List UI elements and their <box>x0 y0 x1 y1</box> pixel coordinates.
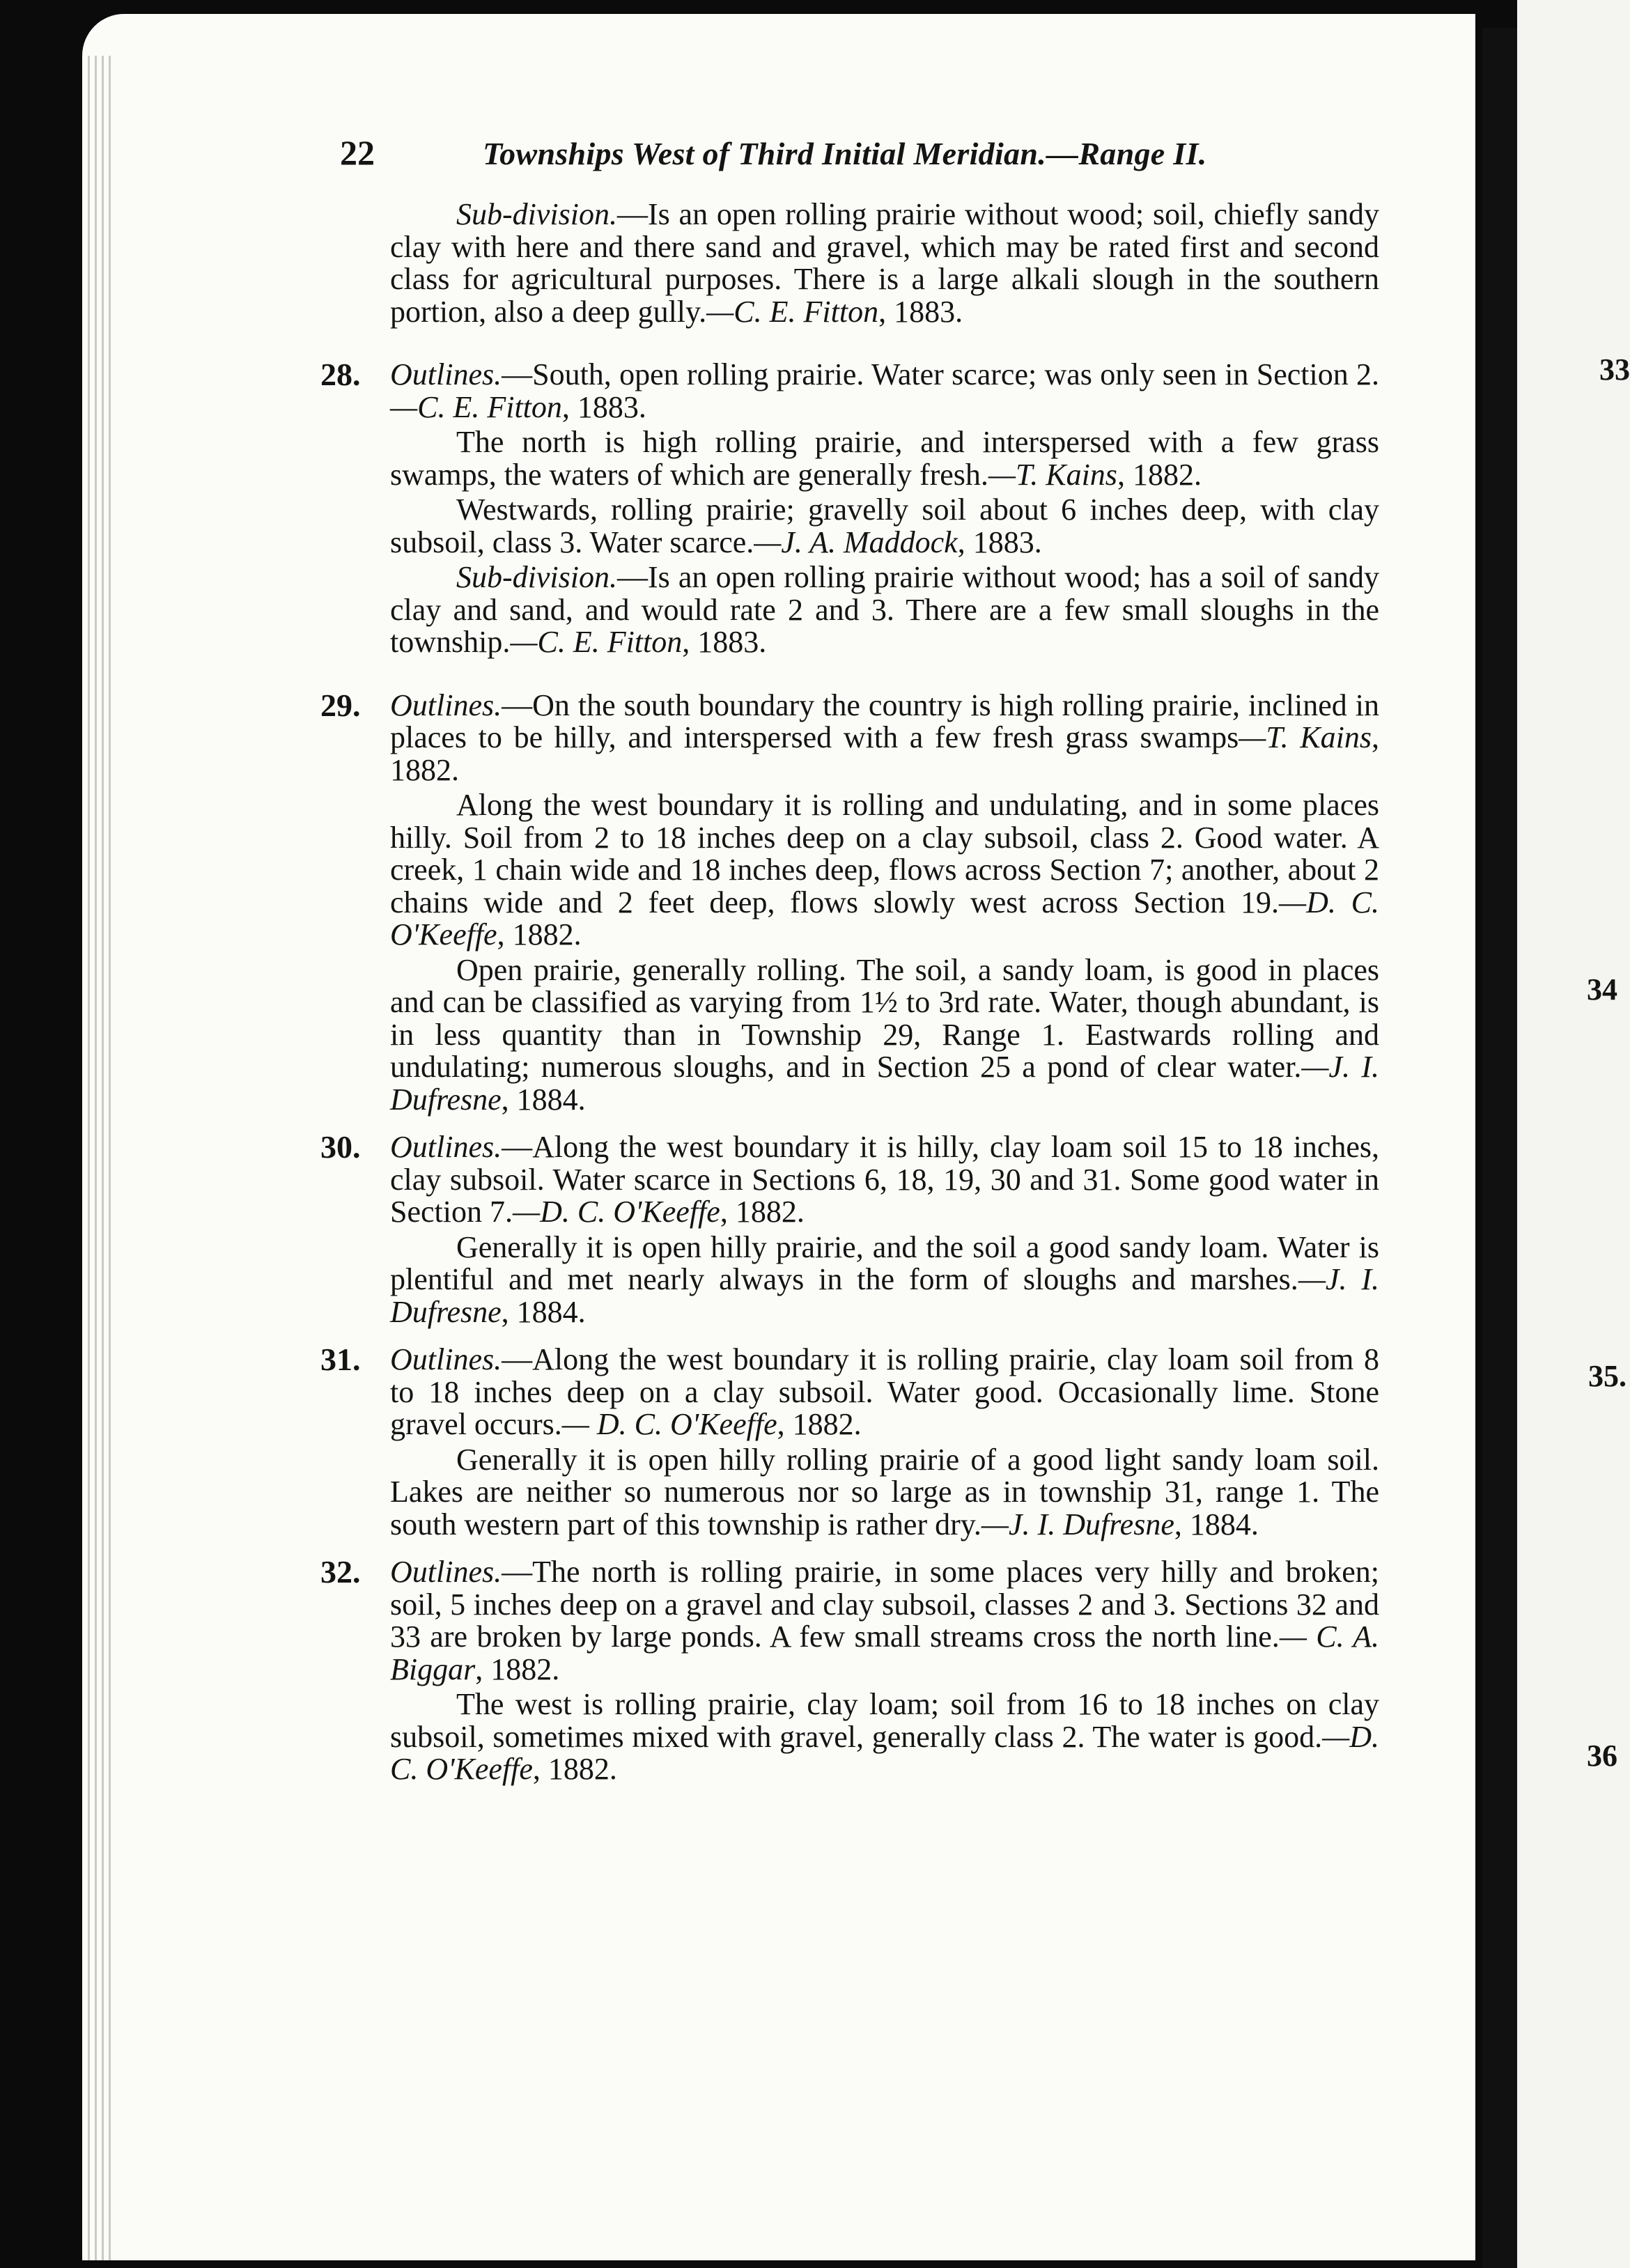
page-edge <box>109 56 111 2260</box>
para-author: —C. E. Fitton <box>706 294 879 329</box>
entry-paragraph <box>390 494 1379 559</box>
para-author: —T. Kains <box>988 457 1117 492</box>
page-edge <box>102 56 104 2260</box>
entry-paragraph <box>390 1688 1379 1786</box>
entry-paragraph <box>390 1444 1379 1541</box>
para-year: , 1884. <box>501 1294 586 1329</box>
para-author: —J. I. Dufresne <box>390 1050 1379 1117</box>
township-number: 30. <box>320 1129 361 1165</box>
para-year: , 1882. <box>1117 457 1202 492</box>
entry-paragraph <box>390 690 1379 787</box>
para-author: —D. C. O'Keeffe <box>390 1719 1379 1786</box>
margin-number: 35. <box>1588 1359 1627 1393</box>
para-year: , 1882. <box>720 1195 805 1229</box>
para-text: —On the south boundary the country is high rolling prairie, inclined in places to be hilly, and interspersed with a few fresh grass swamps <box>390 688 1379 754</box>
para-author: —J. A. Maddock <box>754 525 958 559</box>
township-entry-31 <box>320 1342 1379 1541</box>
township-entry-32 <box>320 1554 1379 1786</box>
para-author: —D. C. O'Keeffe <box>512 1195 720 1229</box>
township-number: 29. <box>320 687 361 723</box>
para-text: The west is rolling prairie, clay loam; soil from 16 to 18 inches on clay subsoil, sometimes mixed with gravel, generally class 2. The water is good. <box>390 1687 1379 1754</box>
para-text: —Is an open rolling prairie without wood; has a soil of sandy clay and sand, and would rate 2 and 3. There are a few small sloughs in the township. <box>390 560 1379 659</box>
running-title-text: Townships West of Third Initial Meridian. <box>483 136 1047 171</box>
township-entry-28 <box>320 357 1379 659</box>
entry-paragraph <box>390 426 1379 491</box>
binding-gutter <box>1482 28 1517 2268</box>
entry-paragraph <box>390 789 1379 952</box>
township-number: 32. <box>320 1554 361 1590</box>
para-text: —The north is rolling prairie, in some places very hilly and broken; soil, 5 inches deep on a gravel and clay subsoil, classes 2 and 3. Sections 32 and 33 are broken by large ponds. A few small streams cross the north line. <box>390 1555 1379 1654</box>
para-label: Outlines. <box>390 688 502 722</box>
para-label: Outlines. <box>390 1130 502 1164</box>
running-head <box>340 132 1294 181</box>
adjacent-page-sliver <box>1517 0 1630 2268</box>
para-author: —C. E. Fitton <box>390 389 562 424</box>
para-year: , 1884. <box>1174 1507 1259 1541</box>
para-author: —C. E. Fitton <box>510 625 683 659</box>
para-author: —J. I. Dufresne <box>981 1507 1174 1541</box>
para-author: — C. A. Biggar <box>390 1620 1379 1686</box>
para-label: Outlines. <box>390 1555 502 1589</box>
township-number: 31. <box>320 1342 361 1377</box>
entry-paragraph <box>390 1556 1379 1686</box>
entry-paragraph <box>390 1344 1379 1441</box>
para-year: , 1883. <box>561 389 646 424</box>
running-title-range: —Range II. <box>1046 136 1207 171</box>
township-entry-29 <box>320 687 1379 1117</box>
para-year: , 1883. <box>878 294 963 329</box>
para-year: , 1884. <box>501 1082 586 1117</box>
intro-paragraph <box>390 199 1379 328</box>
township-entry-30 <box>320 1129 1380 1329</box>
para-text: —Is an open rolling prairie without wood; soil, chiefly sandy clay with here and there sand and gravel, which may be rated first and second class for agricultural purposes. There is a large alkali slough in the southern portion, also a deep gully. <box>390 197 1379 329</box>
para-text: —South, open rolling prairie. Water scarce; was only seen in Section 2. <box>502 357 1379 391</box>
para-author: —T. Kains <box>1239 720 1372 754</box>
para-text: Westwards, rolling prairie; gravelly soil about 6 inches deep, with clay subsoil, class 3. Water scarce. <box>390 492 1379 559</box>
page-edge <box>88 56 90 2260</box>
page-number: 22 <box>340 133 375 172</box>
margin-number: 36 <box>1587 1739 1617 1773</box>
para-text: Open prairie, generally rolling. The soil, a sandy loam, is good in places and can be classified as varying from 1½ to 3rd rate. Water, though abundant, is in less quantity than in Township 29, Range 1. Eastwards rolling and undulating; numerous sloughs, and in Section 25 a pond of clear water. <box>390 952 1379 1084</box>
para-year: , 1882. <box>475 1652 560 1686</box>
para-text: Generally it is open hilly prairie, and the soil a good sandy loam. Water is plentiful and met nearly always in the form of sloughs and marshes. <box>390 1229 1379 1296</box>
entry-paragraph <box>390 359 1379 424</box>
para-year: , 1882. <box>532 1752 617 1786</box>
para-label: Sub-division. <box>456 560 617 594</box>
para-year: , 1882. <box>390 720 1379 787</box>
para-label: Outlines. <box>390 1342 502 1376</box>
para-text: The north is high rolling prairie, and interspersed with a few grass swamps, the waters of which are generally fresh. <box>390 425 1379 492</box>
margin-number: 33 <box>1599 352 1630 387</box>
para-year: , 1883. <box>682 625 767 659</box>
margin-number: 34 <box>1587 972 1617 1007</box>
para-year: , 1882. <box>777 1407 862 1441</box>
para-author: — D. C. O'Keeffe <box>561 1407 777 1441</box>
entry-paragraph <box>390 1131 1379 1229</box>
page-body <box>320 197 1380 1789</box>
para-text: —Along the west boundary it is hilly, clay loam soil 15 to 18 inches, clay subsoil. Water scarce in Sections 6, 18, 19, 30 and 31. Some good water in Section 7. <box>390 1130 1379 1229</box>
entry-paragraph <box>390 1229 1380 1329</box>
para-author: —D. C. O'Keeffe <box>390 885 1379 952</box>
para-text: Along the west boundary it is rolling and undulating, and in some places hilly. Soil from 2 to 18 inches deep on a clay subsoil, class 2. Good water. A creek, 1 chain wide and 18 inches deep, flows across Section 7; another, about 2 chains wide and 2 feet deep, flows slowly west across Section 19. <box>390 788 1379 919</box>
para-text: —Along the west boundary it is rolling prairie, clay loam soil from 8 to 18 inches deep on a clay subsoil. Water good. Occasionally lime. Stone gravel occurs. <box>390 1342 1379 1441</box>
para-author: —J. I. Dufresne <box>390 1262 1380 1329</box>
para-label: Sub-division. <box>456 197 617 231</box>
entry-paragraph <box>390 954 1379 1117</box>
running-title <box>483 135 1207 172</box>
township-number: 28. <box>320 357 361 392</box>
para-year: , 1882. <box>497 917 582 952</box>
entry-paragraph <box>390 561 1379 659</box>
para-year: , 1883. <box>957 525 1042 559</box>
para-label: Outlines. <box>390 357 502 391</box>
page-edge <box>95 56 97 2260</box>
para-text: Generally it is open hilly rolling prairie of a good light sandy loam soil. Lakes are neither so numerous nor so large as in township 31, range 1. The south western part of this township is rather dry. <box>390 1442 1379 1541</box>
